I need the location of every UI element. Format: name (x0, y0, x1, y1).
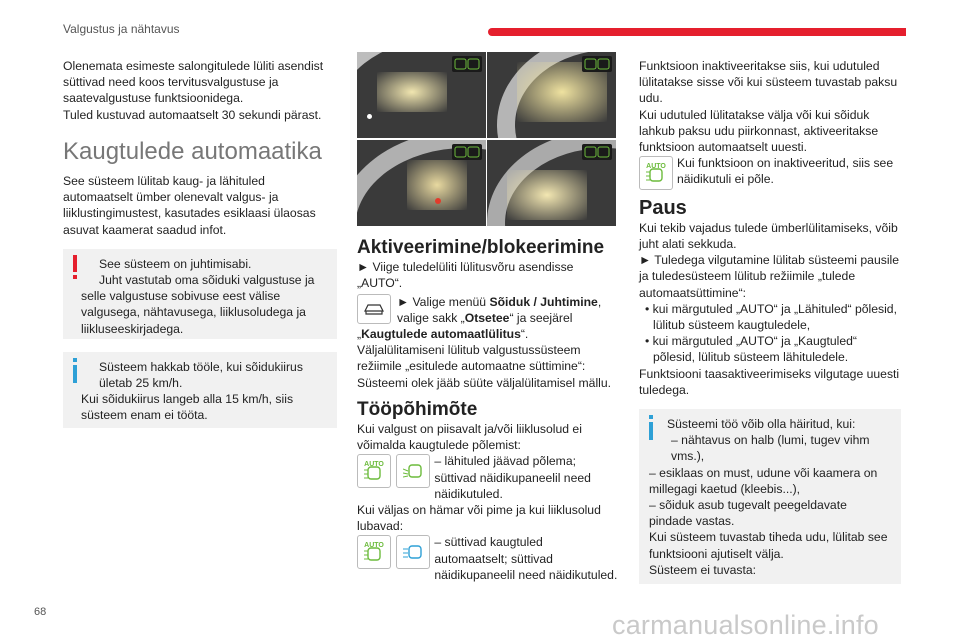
high-beam-indicators (357, 534, 619, 583)
limitations-line-6: Süsteem ei tuvasta: (649, 562, 757, 577)
pause-paragraph-3: Funktsiooni taasaktiveerimiseks vilgutage uuesti tuledega. (639, 366, 900, 397)
operation-paragraph-1: Kui valgust on piisavalt ja/või liiklusolud ei võimalda kaugtulede põlemist: (357, 422, 582, 453)
info-icon (647, 415, 655, 441)
tab-name: Otsetee (464, 310, 510, 325)
indicator-pair-high (357, 535, 430, 569)
limitations-line-3: – esiklaas on must, udune või kaamera on millegagi kaetud (kleebis...), (649, 465, 878, 496)
pause-bullet-2: • kui märgutuled „AUTO“ ja „Kaugtuled“ põlesid, lülitub süsteem lähituledele. (645, 334, 857, 365)
fog-paragraph-1: Funktsioon inaktiveeritakse siis, kui udutuled lülitatakse sisse või kui süsteem tuvastab paksu udu. (639, 59, 898, 106)
auto-lamp-icon: AUTO (639, 156, 673, 190)
illustration-high-beam-road (487, 52, 616, 138)
step-menu-text-3: “ ja seejärel „ (357, 310, 573, 342)
header-accent-bar (488, 28, 906, 36)
limitations-box (639, 409, 901, 584)
menu-item-name: Kaugtulede automaatlülitus (361, 327, 521, 342)
operation-paragraph-4: – süttivad kaugtuled automaatselt; süttivad näidikupaneelil need näidikutuled. (434, 535, 618, 582)
limitations-line-2: – nähtavus on halb (lumi, tugev vihm vms.), (671, 433, 870, 464)
limitations-line-4: – sõiduk asub tugevalt peegeldavate pindade vastas. (649, 498, 847, 529)
warning-line-1: See süsteem on juhtimisabi. (99, 256, 252, 271)
limitations-line-5: Kui süsteem tuvastab tiheda udu, lülitab see funktsiooni ajutiselt välja. (649, 530, 888, 561)
column-left (63, 58, 337, 428)
car-settings-icon (357, 294, 391, 324)
info-line-2: Kui sõidukiirus langeb alla 15 km/h, siis süsteem enam ei tööta. (81, 392, 294, 423)
auto-lamp-icon: AUTO (357, 535, 391, 569)
watermark: carmanualsonline.info (612, 610, 879, 640)
limitations-line-1: Süsteemi töö võib olla häiritud, kui: (667, 417, 856, 432)
column-right (639, 58, 901, 584)
high-beam-badge (582, 56, 612, 72)
low-beam-icon (396, 454, 430, 488)
low-beam-badge (582, 144, 612, 160)
high-beam-badge (452, 56, 482, 72)
inactive-note: Kui funktsioon on inaktiveeritud, siis see näidikutuli ei põle. (677, 156, 894, 187)
inactive-indicator-row (639, 155, 901, 187)
section-title: Valgustus ja nähtavus (63, 22, 180, 36)
auto-lamp-icon: AUTO (357, 454, 391, 488)
activation-heading: Aktiveerimine/blokeerimine (357, 237, 605, 258)
operation-paragraph-3: Kui väljas on hämar või pime ja kui liiklusolud lubavad: (357, 503, 601, 534)
low-beam-indicators (357, 453, 619, 502)
operation-paragraph-2: – lähituled jäävad põlema; süttivad näidikupaneelil need näidikutuled. (434, 454, 591, 501)
high-beam-icon (396, 535, 430, 569)
illustration-oncoming-car (357, 52, 486, 138)
column-middle (357, 237, 619, 583)
warning-line-2: Juht vastutab oma sõiduki valgustuse ja selle valgustuse sobivuse eest välise valgusega, nähtavusega, liiklusoludega ja liikluseeskirjadega. (81, 273, 315, 336)
info-box (63, 352, 337, 428)
indicator-pair-low (357, 454, 430, 488)
warning-icon (71, 255, 79, 281)
pause-paragraph-2: ► Tuledega vilgutamine lülitab süsteemi pausile ja tuledesüsteem lülitub režiimile „tulede automaatsüttimine“: (639, 253, 900, 300)
deactivation-note: Väljalülitamiseni lülitub valgustussüsteem režiimile „esitulede automaatne süttimine“: Süsteemi olek jääb süüte väljalülitamisel mällu. (357, 343, 612, 390)
pause-paragraph-1: Kui tekib vajadus tulede ümberlülitamiseks, võib juht alati sekkuda. (639, 220, 898, 252)
step-menu-text-2: , valige sakk „ (397, 294, 602, 325)
step-menu (357, 294, 619, 343)
step-menu-text-4: “. (520, 327, 529, 342)
info-line-1: Süsteem hakkab tööle, kui sõidukiirus ületab 25 km/h. (99, 359, 303, 391)
menu-path: Sõiduk / Juhtimine (489, 294, 598, 309)
section-heading: Kaugtulede automaatika (63, 137, 322, 165)
intro-paragraph-1: Olenemata esimeste salongitulede lüliti asendist süttivad need koos tervitusvalgustuse ja saatevalgustuse funktsioonidega. (63, 59, 324, 106)
fog-paragraph-2: Kui udutuled lülitatakse välja või kui sõiduk lahkub paksu udu piirkonnast, aktiveeritakse funktsioon automaatselt uuesti. (639, 107, 879, 155)
pause-bullet-1: • kui märgutuled „AUTO“ ja „Lähituled“ põlesid, lülitub süsteem kaugtuledele, (645, 301, 897, 333)
page-number: 68 (34, 606, 47, 618)
pause-heading: Paus (639, 196, 687, 219)
info-icon (71, 358, 79, 384)
description-paragraph: See süsteem lülitab kaug- ja lähituled automaatselt ümber olenevalt valgus- ja liiklustingimustest, kasutades esiklaasi ülaosas asuvat kaamerat saadud infot. (63, 174, 316, 237)
intro-paragraph-2: Tuled kustuvad automaatselt 30 sekundi pärast. (63, 107, 322, 122)
illustration-low-beam-road (487, 140, 616, 226)
step-menu-text-1: ► Valige menüü (397, 294, 490, 309)
operation-heading: Tööpõhimõte (357, 398, 478, 420)
warning-box (63, 249, 337, 339)
low-beam-badge (452, 144, 482, 160)
illustration-car-ahead (357, 140, 486, 226)
step-auto: ► Viige tuledelüliti lülitusvõru asendisse „AUTO“. (357, 260, 574, 291)
